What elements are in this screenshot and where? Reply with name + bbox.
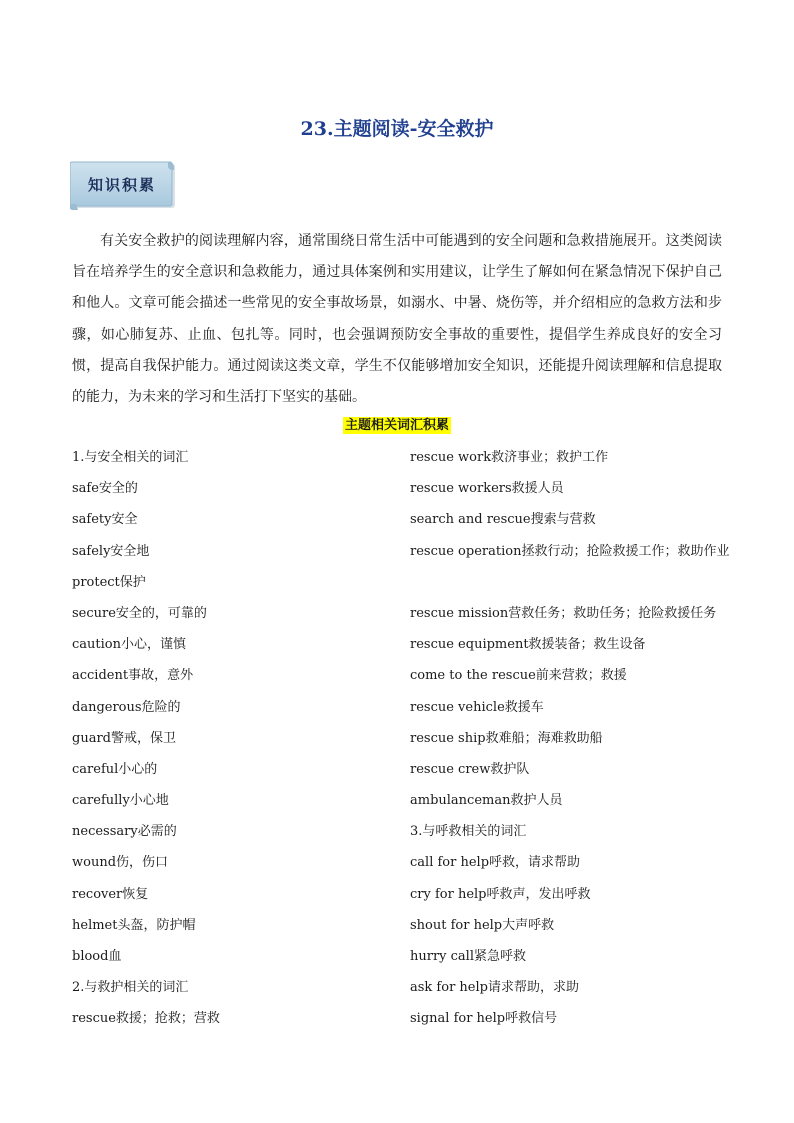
vocab-item: careful小心的 <box>72 761 158 777</box>
vocab-list-right <box>410 446 730 1039</box>
vocab-item: rescue operation拯救行动；抢险救援工作；救助作业 <box>410 543 730 559</box>
vocab-item: secure安全的，可靠的 <box>72 605 207 621</box>
vocab-item: protect保护 <box>72 574 146 590</box>
vocab-item: cry for help呼救声，发出呼救 <box>410 886 591 902</box>
vocab-item: rescue vehicle救援车 <box>410 699 544 715</box>
vocab-item: come to the rescue前来营救；救援 <box>410 668 627 684</box>
section-banner <box>70 160 178 212</box>
vocab-item: safe安全的 <box>72 481 138 497</box>
vocab-item: 2.与救护相关的词汇 <box>72 980 189 996</box>
vocab-item: safely安全地 <box>72 543 150 559</box>
vocab-list-left <box>72 446 392 1039</box>
vocab-item: wound伤，伤口 <box>72 855 169 871</box>
vocab-item: rescue mission营救任务；救助任务；抢险救援任务 <box>410 605 717 621</box>
vocab-item: rescue ship救难船；海难救助船 <box>410 730 603 746</box>
page-title: 23.主题阅读-安全救护 <box>300 118 494 140</box>
vocab-item: accident事故，意外 <box>72 668 194 684</box>
vocab-item: caution小心，谨慎 <box>72 637 186 653</box>
vocab-item: hurry call紧急呼救 <box>410 949 526 964</box>
intro-paragraph: 有关安全救护的阅读理解内容，通常围绕日常生活中可能遇到的安全问题和急救措施展开。这类阅读旨在培养学生的安全意识和急救能力，通过具体案例和实用建议，让学生了解如何在紧急情况下保护自己和他人。文章可能会描述一些常见的安全事故场景，如溺水、中暑、烧伤等，并介绍相应的急救方法和步骤，如心肺复苏、止血、包扎等。同时，也会强调预防安全事故的重要性，提倡学生养成良好的安全习惯，提高自我保护能力。通过阅读这类文章，学生不仅能够增加安全知识，还能提升阅读理解和信息提取的能力，为未来的学习和生活打下坚实的基础。 <box>72 233 722 406</box>
vocab-item: rescue workers救援人员 <box>410 481 564 497</box>
vocab-heading-text: 主题相关词汇积累 <box>344 418 449 433</box>
vocab-item: 1.与安全相关的词汇 <box>72 450 189 465</box>
vocab-item: guard警戒，保卫 <box>72 730 176 746</box>
vocab-item: search and rescue搜索与营救 <box>410 512 596 528</box>
vocab-item: rescue work救济事业；救护工作 <box>410 450 609 465</box>
vocab-item: dangerous危险的 <box>72 699 181 715</box>
vocab-item: safety安全 <box>72 512 138 528</box>
vocab-item: carefully小心地 <box>72 793 169 809</box>
vocab-item: rescue equipment救援装备；救生设备 <box>410 637 646 653</box>
vocab-item: rescue crew救护队 <box>410 761 530 777</box>
vocab-item: ask for help请求帮助，求助 <box>410 980 579 996</box>
vocab-item: helmet头盔，防护帽 <box>72 917 196 933</box>
section-banner-label: 知识积累 <box>87 175 156 194</box>
vocab-item: rescue救援；抢救；营救 <box>72 1011 220 1027</box>
vocab-item <box>410 571 730 602</box>
vocab-item: 3.与呼救相关的词汇 <box>410 824 527 840</box>
vocab-item: necessary必需的 <box>72 824 177 840</box>
vocab-item: blood血 <box>72 949 122 964</box>
vocab-item: ambulanceman救护人员 <box>410 793 563 809</box>
vocab-item: shout for help大声呼救 <box>410 917 555 933</box>
vocab-item: call for help呼救，请求帮助 <box>410 855 581 871</box>
vocab-item: signal for help呼救信号 <box>410 1011 558 1027</box>
vocab-heading <box>0 414 794 433</box>
vocab-item: recover恢复 <box>72 886 149 902</box>
